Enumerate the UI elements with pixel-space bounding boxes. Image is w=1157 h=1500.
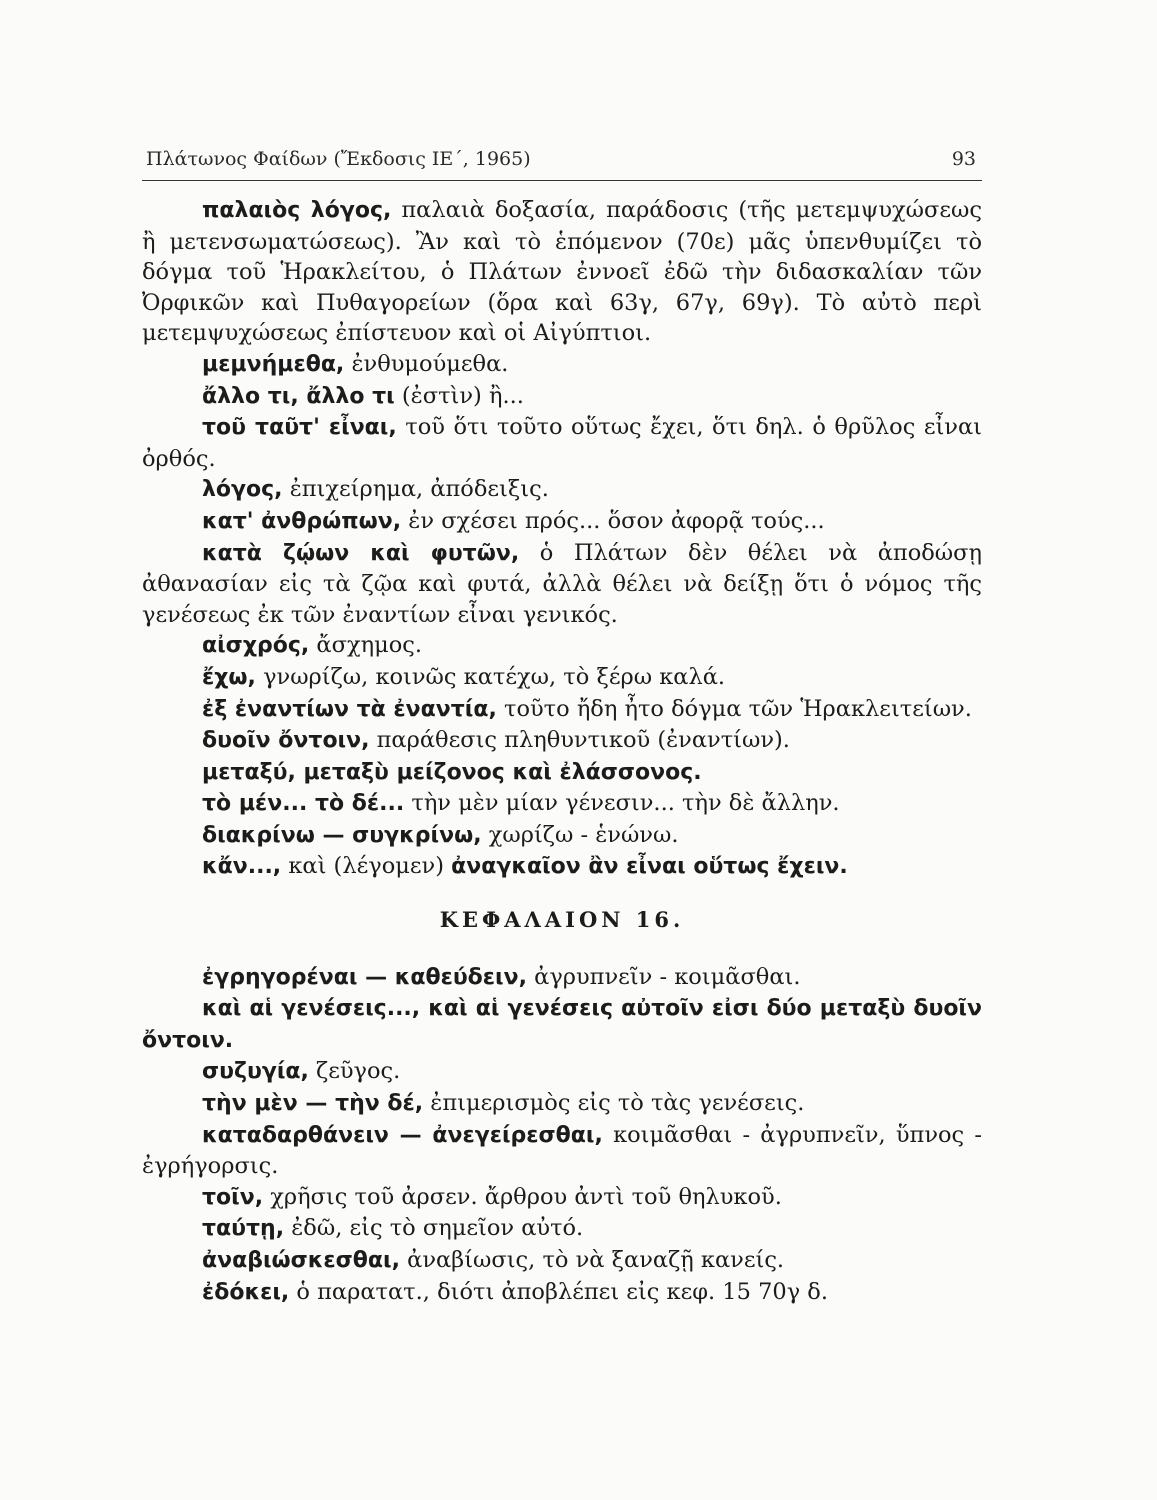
entry: [142, 1182, 982, 1214]
lemma: κἄν...,: [202, 854, 282, 880]
gloss: (ἐστὶν) ἢ...: [394, 382, 524, 409]
gloss: ἀγρυπνεῖν - κοιμᾶσθαι.: [526, 963, 801, 990]
entry: [142, 725, 982, 757]
entry: [142, 1213, 982, 1245]
lemma: ἔχω,: [202, 664, 256, 690]
lemma: ἀναγκαῖον ἂν εἶναι οὕτως ἔχειν.: [451, 854, 848, 880]
gloss: χωρίζω - ἑνώνω.: [481, 821, 679, 848]
gloss: ἐνθυμούμεθα.: [344, 350, 509, 377]
lemma: αἰσχρός,: [202, 633, 310, 659]
entry: [142, 788, 982, 820]
gloss: ἐδῶ, εἰς τὸ σημεῖον αὐτό.: [284, 1215, 584, 1242]
page-number: 93: [951, 148, 976, 170]
gloss: καὶ (λέγομεν): [281, 853, 452, 880]
lemma: ἀναβιώσκεσθαι,: [202, 1248, 400, 1273]
entry: [142, 694, 982, 726]
lemma: τὸ μέν... τὸ δέ...: [202, 791, 405, 817]
commentary-body: [142, 195, 982, 1308]
entry: [142, 474, 982, 506]
lemma: διακρίνω — συγκρίνω,: [202, 822, 482, 848]
gloss: παράθεσις πληθυντικοῦ (ἐναντίων).: [369, 727, 790, 754]
entry: [142, 381, 982, 413]
lemma: τὴν μὲν — τὴν δέ,: [202, 1091, 424, 1117]
entry: [142, 993, 982, 1056]
lemma: κατ' ἀνθρώπων,: [202, 508, 402, 534]
entry: [142, 851, 982, 883]
gloss: ἐν σχέσει πρός... ὅσον ἀφορᾷ τούς...: [401, 507, 825, 534]
entry: [142, 1245, 982, 1277]
lemma: ἐδόκει,: [202, 1279, 290, 1305]
gloss: γνωρίζω, κοινῶς κατέχω, τὸ ξέρω καλά.: [255, 663, 726, 690]
entry: [142, 662, 982, 694]
lemma: καταδαρθάνειν — ἀνεγείρεσθαι,: [202, 1122, 603, 1148]
running-title: Πλάτωνος Φαίδων (Ἔκδοσις ΙΕ΄, 1965): [146, 148, 531, 170]
chapter-heading: ΚΕΦΑΛΑΙΟΝ 16.: [439, 907, 685, 933]
lemma: λόγος,: [202, 477, 283, 503]
entry: [142, 630, 982, 662]
gloss: χρῆσις τοῦ ἀρσεν. ἄρθρου ἀντὶ τοῦ θηλυκοῦ.: [263, 1183, 782, 1210]
entry: [142, 506, 982, 538]
gloss: κοιμᾶσθαι - ἀγρυπνεῖν, ὕπνος - ἐγρήγορσις.: [142, 1121, 982, 1180]
entry: [142, 1120, 982, 1182]
entry: [142, 962, 982, 994]
entry: [142, 412, 982, 474]
lemma: τοῦ ταῦτ' εἶναι,: [202, 415, 397, 441]
entry: [142, 349, 982, 381]
gloss: ἐπιμερισμὸς εἰς τὸ τὰς γενέσεις.: [423, 1090, 805, 1117]
lemma: καὶ αἱ γενέσεις..., καὶ αἱ γενέσεις αὐτοῖν εἰσι δύο μεταξὺ δυοῖν ὄντοιν.: [142, 996, 982, 1053]
running-head: [142, 148, 982, 181]
gloss: τὴν μὲν μίαν γένεσιν... τὴν δὲ ἄλλην.: [404, 790, 840, 817]
lemma: ταύτῃ,: [202, 1216, 285, 1242]
entry: [142, 820, 982, 852]
lemma: μεταξύ, μεταξὺ μείζονος καὶ ἐλάσσονος.: [202, 759, 702, 785]
gloss: ὁ Πλάτων δὲν θέλει νὰ ἀποδώσῃ ἀθανασίαν εἰς τὰ ζῷα καὶ φυτά, ἀλλὰ θέλει νὰ δείξῃ ὅτι ὁ νόμος τῆς γενέσεως ἐκ τῶν ἐναντίων εἶναι γενικός.: [142, 539, 982, 628]
entry: [142, 1088, 982, 1120]
gloss: ὁ παρατατ., διότι ἀποβλέπει εἰς κεφ. 15 70γ δ.: [289, 1278, 829, 1305]
page: [142, 148, 982, 1308]
lemma: κατὰ ζῴων καὶ φυτῶν,: [202, 540, 520, 566]
gloss: παλαιὰ δοξασία, παράδοσις (τῆς μετεμψυχώσεως ἢ μετενσωματώσεως). Ἂν καὶ τὸ ἑπόμενον (70ε) μᾶς ὑπενθυμίζει τὸ δόγμα τοῦ Ἡρακλείτου, ὁ Πλάτων ἐννοεῖ ἐδῶ τὴν διδασκαλίαν τῶν Ὀρφικῶν καὶ Πυθαγορείων (ὅρα καὶ 63γ, 67γ, 69γ). Τὸ αὐτὸ περὶ μετεμψυχώσεως ἐπίστευον καὶ οἱ Αἰγύπτιοι.: [142, 197, 982, 347]
gloss: ἐπιχείρημα, ἀπόδειξις.: [282, 476, 549, 503]
entry: [142, 757, 982, 789]
lemma: παλαιὸς λόγος,: [202, 198, 392, 223]
entry: [142, 195, 982, 349]
gloss: ἄσχημος.: [309, 632, 423, 659]
lemma: ἐγρηγορέναι — καθεύδειν,: [202, 964, 527, 990]
gloss: ἀναβίωσις, τὸ νὰ ξαναζῇ κανείς.: [399, 1247, 785, 1273]
entry: [142, 1056, 982, 1088]
lemma: ἄλλο τι, ἄλλο τι: [202, 383, 395, 409]
lemma: τοῖν,: [202, 1184, 264, 1210]
entry: [142, 1277, 982, 1309]
lemma: δυοῖν ὄντοιν,: [202, 728, 370, 754]
lemma: συζυγία,: [202, 1059, 309, 1085]
lemma: ἐξ ἐναντίων τὰ ἐναντία,: [202, 696, 497, 722]
gloss: ζεῦγος.: [308, 1058, 401, 1085]
entry: [142, 538, 982, 631]
gloss: τοῦ ὅτι τοῦτο οὕτως ἔχει, ὅτι δηλ. ὁ θρῦλος εἶναι ὀρθός.: [142, 414, 983, 472]
gloss: τοῦτο ἤδη ἦτο δόγμα τῶν Ἡρακλειτείων.: [496, 695, 972, 722]
lemma: μεμνήμεθα,: [202, 351, 345, 377]
